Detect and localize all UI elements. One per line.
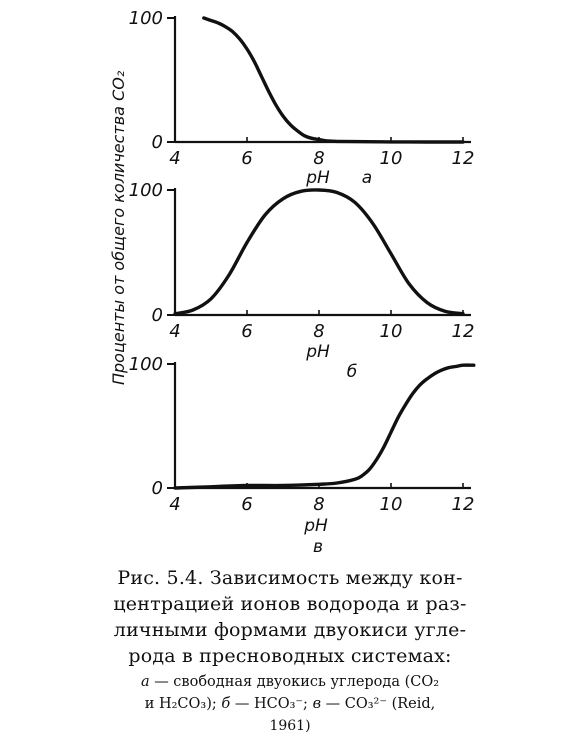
x-tick-label: 12 — [451, 321, 475, 342]
y-tick-label: 0 — [151, 305, 163, 326]
x-tick-label: 10 — [379, 494, 403, 515]
x-tick-label: 8 — [313, 494, 325, 515]
x-tick-label: 8 — [313, 148, 325, 169]
figure-caption — [70, 565, 510, 737]
panel-a — [129, 8, 475, 188]
x-tick-label: 12 — [451, 148, 475, 169]
y-tick-label: 100 — [128, 180, 163, 201]
x-tick-label: 6 — [241, 148, 253, 169]
caption-a-text: — свободная двуокись углерода (CO₂ — [149, 674, 440, 690]
caption-letter-v: в — [312, 696, 322, 712]
panel-v — [129, 354, 475, 557]
x-tick-label: 8 — [313, 321, 325, 342]
caption-legend-a — [70, 671, 510, 693]
y-tick-label: 0 — [151, 478, 163, 499]
caption-year: 1961) — [269, 718, 311, 734]
caption-v-text: — CO₃²⁻ (Reid, — [321, 696, 436, 712]
caption-title: Рис. 5.4. Зависимость между кон- центрацией ионов водорода и раз- личными формами двуокиси угле- рода в пресноводных системах: — [113, 567, 467, 667]
series-line — [204, 18, 463, 142]
panel-letter: а — [361, 168, 373, 188]
x-tick-label: 10 — [379, 148, 403, 169]
x-tick-label: 6 — [241, 321, 253, 342]
y-tick-label: 100 — [128, 8, 163, 29]
panel-letter: б — [346, 362, 358, 382]
y-axis-label: Проценты от общего количества CO₂ — [109, 70, 128, 385]
x-tick-label: 4 — [169, 321, 181, 342]
caption-b-text: — HCO₃⁻; — [230, 696, 313, 712]
caption-legend-bv — [70, 693, 510, 715]
x-axis-label: pH — [306, 168, 330, 188]
x-axis-label: pH — [306, 342, 330, 362]
x-axis-label: pH — [304, 516, 328, 536]
caption-letter-a: а — [140, 674, 150, 690]
x-tick-label: 4 — [169, 148, 181, 169]
panel-letter: в — [312, 537, 324, 557]
x-tick-label: 6 — [241, 494, 253, 515]
panel-b — [129, 180, 475, 382]
series-line — [175, 190, 463, 314]
y-tick-label: 0 — [151, 132, 163, 153]
caption-a-text2: и H₂CO₃); — [144, 696, 222, 712]
caption-letter-b: б — [221, 696, 231, 712]
x-tick-label: 4 — [169, 494, 181, 515]
y-tick-label: 100 — [128, 354, 163, 375]
x-tick-label: 12 — [451, 494, 475, 515]
series-line — [175, 365, 474, 488]
x-tick-label: 10 — [379, 321, 403, 342]
